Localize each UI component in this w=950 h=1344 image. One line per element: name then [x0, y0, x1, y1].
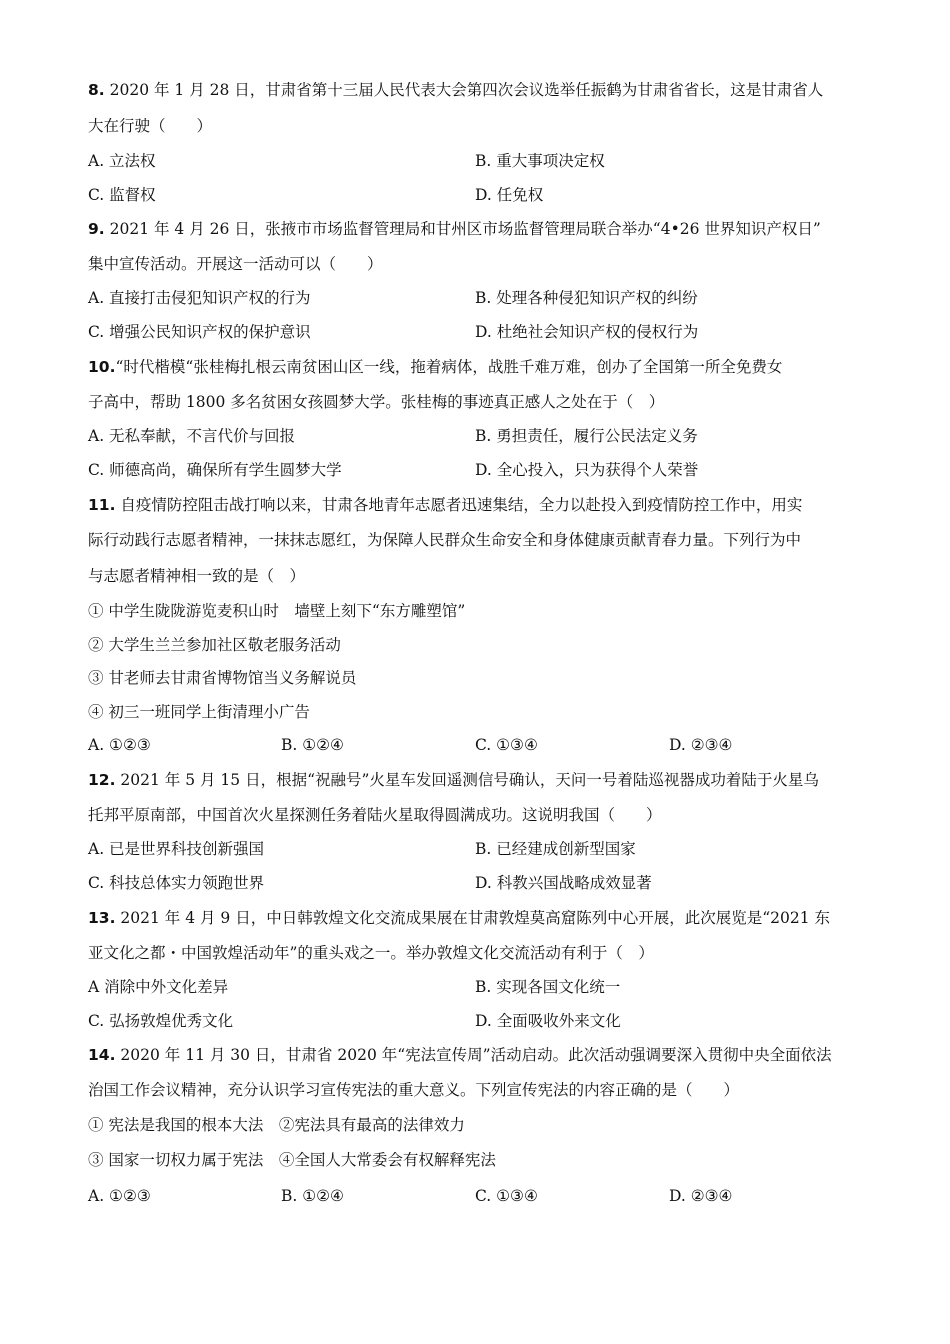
question-8-line-2: 大在行驶（ ）	[88, 117, 213, 135]
option-a: A. 立法权	[88, 152, 156, 170]
option-b: B. ①②④	[281, 736, 344, 754]
option-c: C. ①③④	[475, 736, 538, 754]
option-d: D. 全面吸收外来文化	[475, 1012, 621, 1030]
question-11-line-2: 际行动践行志愿者精神，一抹抹志愿红，为保障人民群众生命安全和身体健康贡献青春力量。下列行为中	[88, 531, 802, 549]
option-b: B. 勇担责任，履行公民法定义务	[475, 427, 698, 445]
question-number: 14.	[88, 1046, 116, 1064]
question-8-line-1: 8. 2020 年 1 月 28 日，甘肃省第十三届人民代表大会第四次会议选举任振鹤为甘肃省省长，这是甘肃省人	[88, 81, 824, 99]
option-b: B. ①②④	[281, 1187, 344, 1205]
option-b: B. 实现各国文化统一	[475, 978, 621, 996]
option-d: D. 杜绝社会知识产权的侵权行为	[475, 323, 699, 341]
option-b: B. 处理各种侵犯知识产权的纠纷	[475, 289, 698, 307]
question-9-line-1: 9. 2021 年 4 月 26 日，张掖市市场监督管理局和甘州区市场监督管理局联合举办“4•26 世界知识产权日”	[88, 220, 821, 238]
statement-item: ② 大学生兰兰参加社区敬老服务活动	[88, 636, 341, 654]
statement-item: ③ 甘老师去甘肃省博物馆当义务解说员	[88, 669, 357, 687]
question-number: 10.	[88, 358, 116, 376]
option-a: A. 无私奉献，不言代价与回报	[88, 427, 296, 445]
option-a: A. ①②③	[88, 1187, 151, 1205]
question-number: 12.	[88, 771, 116, 789]
option-c: C. 师德高尚，确保所有学生圆梦大学	[88, 461, 342, 479]
question-14-line-2: 治国工作会议精神，充分认识学习宣传宪法的重大意义。下列宣传宪法的内容正确的是（ ）	[88, 1081, 740, 1099]
question-14-line-1: 14. 2020 年 11 月 30 日，甘肃省 2020 年“宪法宣传周”活动启动。此次活动强调要深入贯彻中央全面依法	[88, 1046, 832, 1064]
question-10-line-2: 子高中，帮助 1800 多名贫困女孩圆梦大学。张桂梅的事迹真正感人之处在于（ ）	[88, 393, 665, 411]
question-9-line-2: 集中宣传活动。开展这一活动可以（ ）	[88, 255, 383, 273]
question-13-line-2: 亚文化之都・中国敦煌活动年”的重头戏之一。举办敦煌文化交流活动有利于（ ）	[88, 944, 654, 962]
option-d: D. 全心投入，只为获得个人荣誉	[475, 461, 699, 479]
option-c: C. ①③④	[475, 1187, 538, 1205]
option-c: C. 科技总体实力领跑世界	[88, 874, 265, 892]
option-d: D. 任免权	[475, 186, 544, 204]
question-number: 9.	[88, 220, 105, 238]
option-c: C. 弘扬敦煌优秀文化	[88, 1012, 234, 1030]
option-c: C. 监督权	[88, 186, 156, 204]
option-d: D. ②③④	[669, 736, 733, 754]
option-a: A. ①②③	[88, 736, 151, 754]
question-11-line-1: 11. 自疫情防控阻击战打响以来，甘肃各地青年志愿者迅速集结，全力以赴投入到疫情防控工作中，用实	[88, 496, 803, 514]
statement-item: ① 中学生陇陇游览麦积山时 墙壁上刻下“东方雕塑馆”	[88, 602, 466, 620]
option-b: B. 重大事项决定权	[475, 152, 605, 170]
question-10-line-1: 10.“时代楷模“张桂梅扎根云南贫困山区一线，拖着病体，战胜千难万难，创办了全国第一所全免费女	[88, 358, 783, 376]
question-number: 13.	[88, 909, 116, 927]
option-b: B. 已经建成创新型国家	[475, 840, 636, 858]
option-c: C. 增强公民知识产权的保护意识	[88, 323, 311, 341]
option-d: D. 科教兴国战略成效显著	[475, 874, 652, 892]
question-number: 11.	[88, 496, 116, 514]
option-d: D. ②③④	[669, 1187, 733, 1205]
option-a: A 消除中外文化差异	[88, 978, 229, 996]
question-12-line-1: 12. 2021 年 5 月 15 日，根据“祝融号”火星车发回遥测信号确认，天问一号着陆巡视器成功着陆于火星乌	[88, 771, 819, 789]
option-a: A. 直接打击侵犯知识产权的行为	[88, 289, 311, 307]
option-a: A. 已是世界科技创新强国	[88, 840, 265, 858]
question-number: 8.	[88, 81, 105, 99]
statement-item: ④ 初三一班同学上街清理小广告	[88, 703, 310, 721]
statement-item: ① 宪法是我国的根本大法 ②宪法具有最高的法律效力	[88, 1116, 465, 1134]
question-13-line-1: 13. 2021 年 4 月 9 日，中日韩敦煌文化交流成果展在甘肃敦煌莫高窟陈列中心开展，此次展览是“2021 东	[88, 909, 831, 927]
question-12-line-2: 托邦平原南部，中国首次火星探测任务着陆火星取得圆满成功。这说明我国（ ）	[88, 806, 662, 824]
question-11-line-3: 与志愿者精神相一致的是（ ）	[88, 567, 306, 585]
statement-item: ③ 国家一切权力属于宪法 ④全国人大常委会有权解释宪法	[88, 1151, 496, 1169]
